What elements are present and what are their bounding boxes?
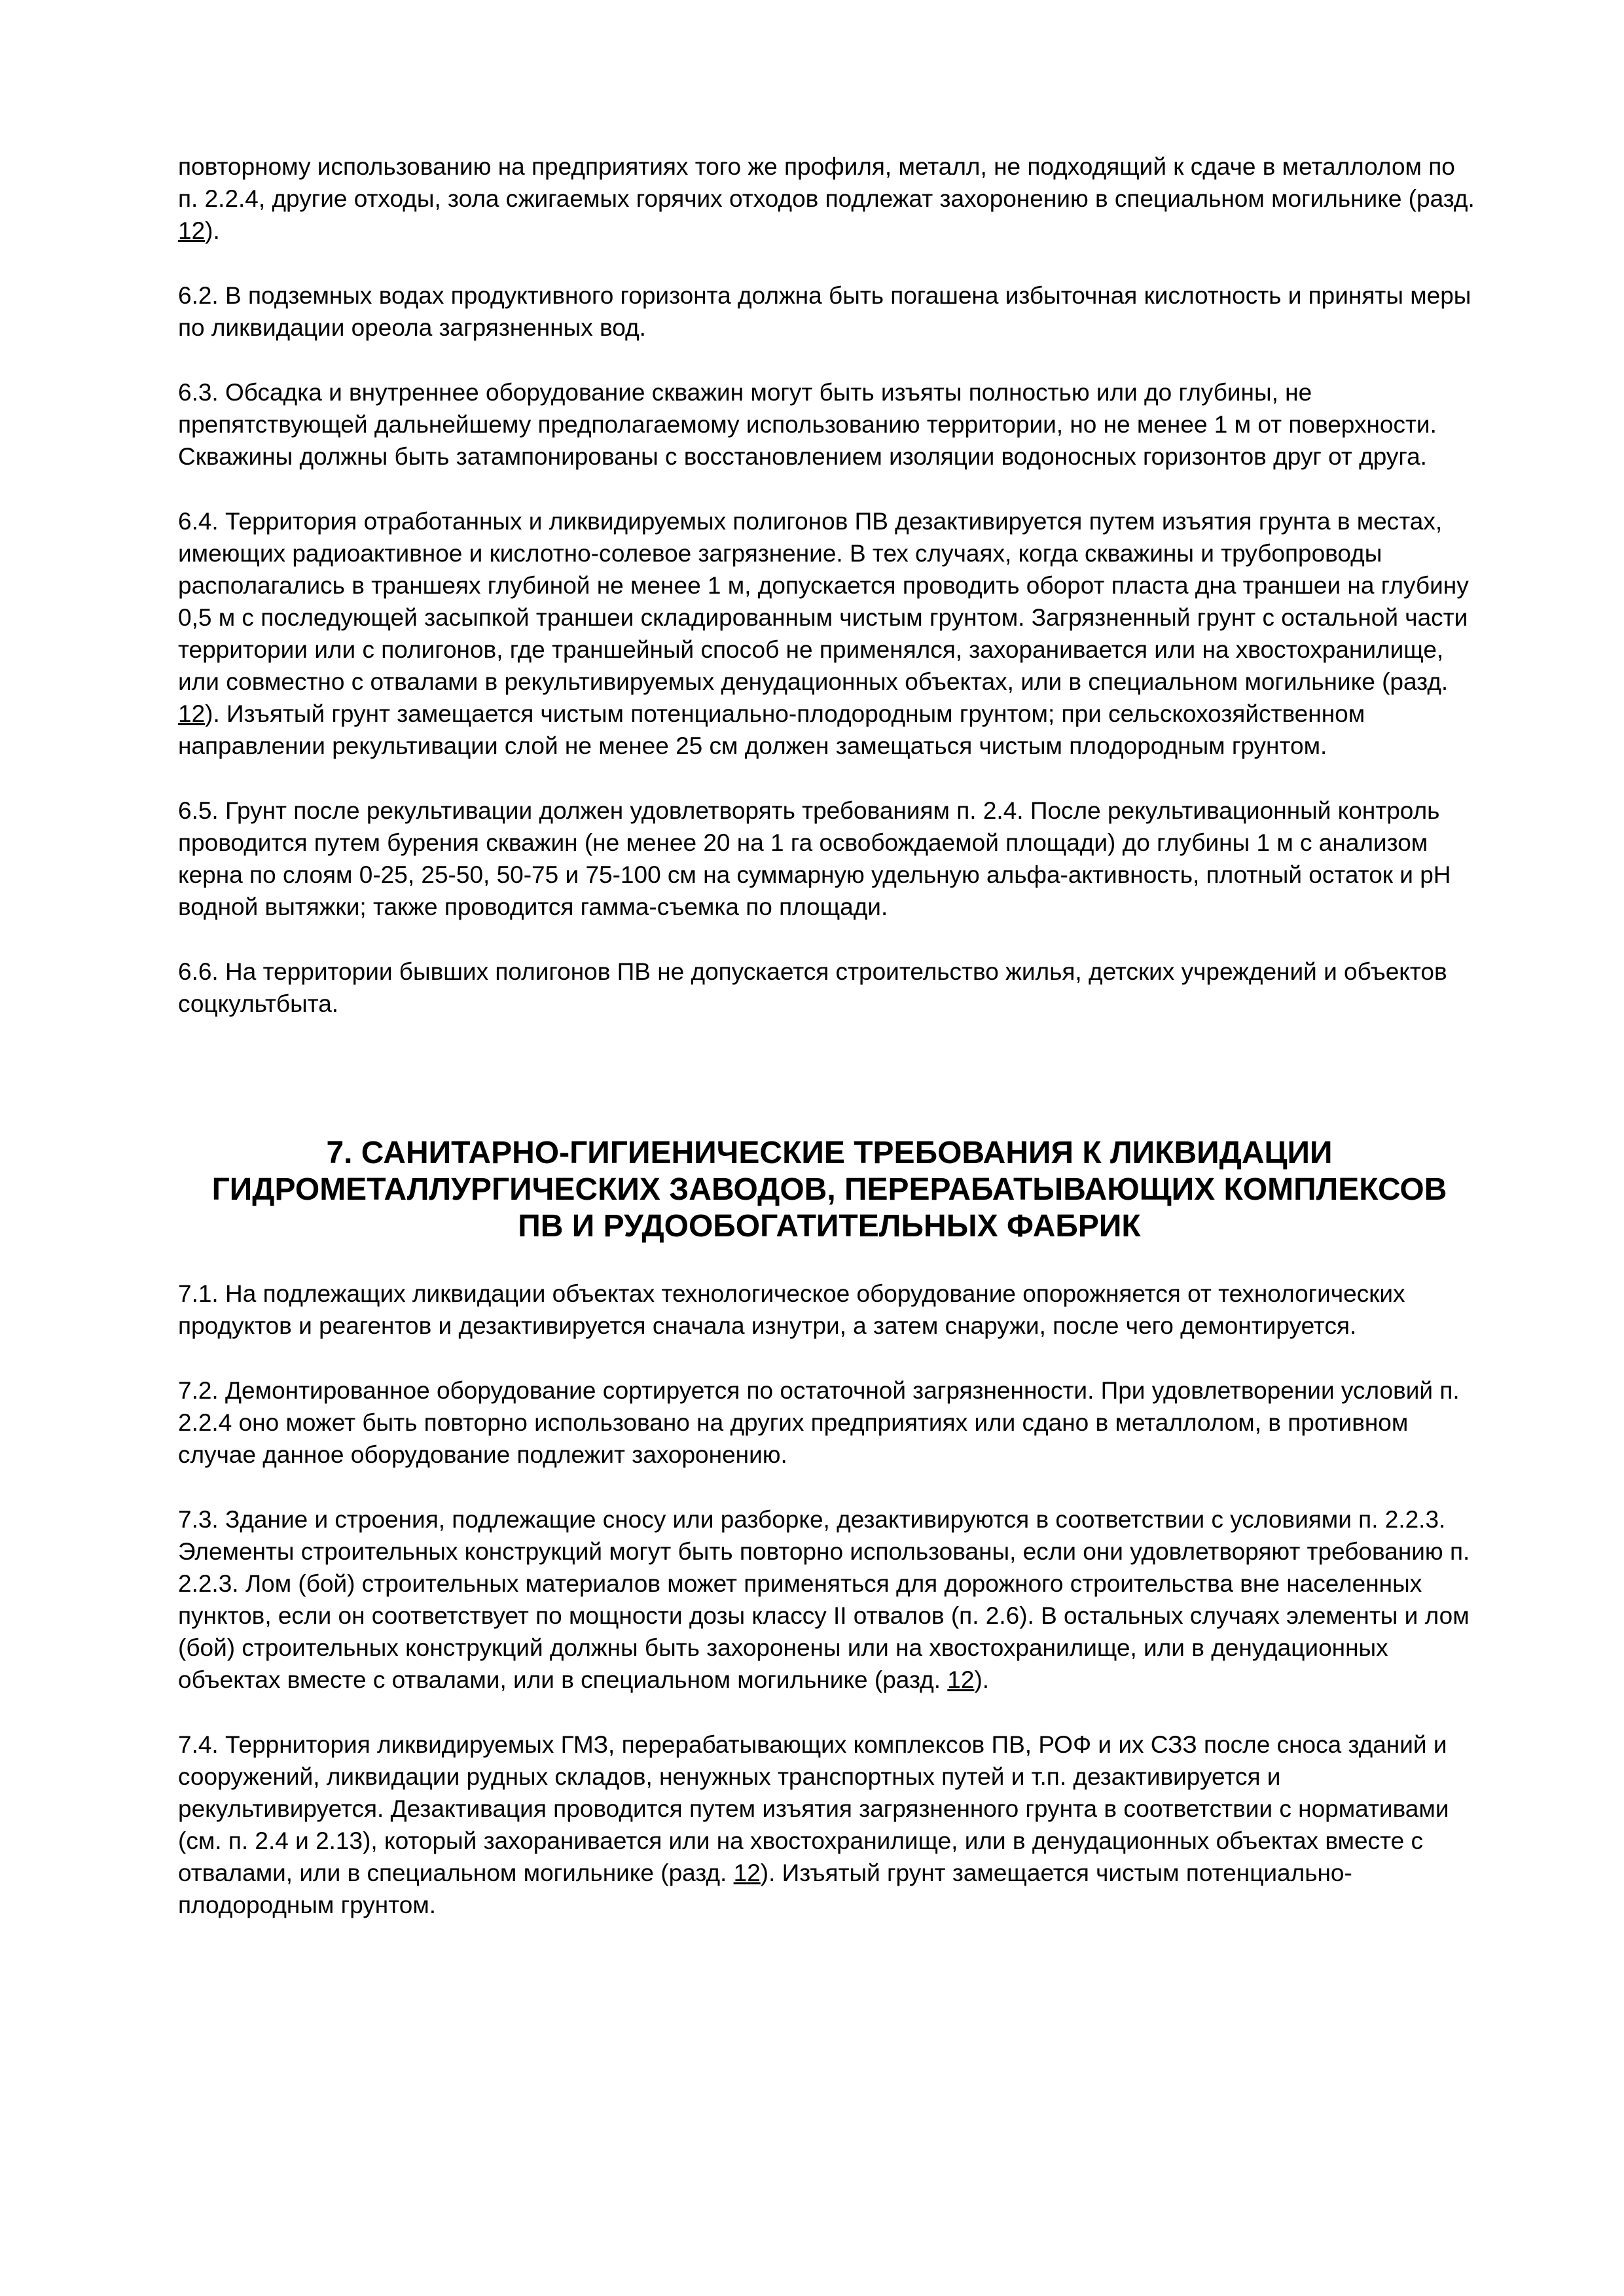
paragraph-7-4 <box>178 1729 1481 1921</box>
paragraph-7-2: 7.2. Демонтированное оборудование сортируется по остаточной загрязненности. При удовлетворении условий п. 2.2.4 оно может быть повторно использовано на других предприятиях или сдано в металлолом, в противном случае данное оборудование подлежит захоронению. <box>178 1377 1460 1468</box>
paragraph-6-3: 6.3. Обсадка и внутреннее оборудование скважин могут быть изъяты полностью или до глубины, не препятствующей дальнейшему предполагаемому использованию территории, но не менее 1 м от поверхности. Скважины должны быть затампонированы с восстановлением изоляции водоносных горизонтов друг от друга. <box>178 379 1437 470</box>
section-12-link[interactable]: 12 <box>733 1859 761 1886</box>
paragraph-text: 7.3. Здание и строения, подлежащие сносу или разборке, дезактивируются в соответствии с условиями п. 2.2.3. Элементы строительных конструкций могут быть повторно использованы, если они удовлетворяют требованию п. 2.2.3. Лом (бой) строительных материалов может применяться для дорожного строительства вне населенных пунктов, если он соответствует по мощности дозы классу II отвалов (п. 2.6). В остальных случаях элементы и лом (бой) строительных конструкций должны быть захоронены или на хвостохранилище, или в денудационных объектах вместе с отвалами, или в специальном могильнике (разд. <box>178 1506 1470 1693</box>
section-7-heading: 7. САНИТАРНО-ГИГИЕНИЧЕСКИЕ ТРЕБОВАНИЯ К ЛИКВИДАЦИИ ГИДРОМЕТАЛЛУРГИЧЕСКИХ ЗАВОДОВ, ПЕРЕРАБАТЫВАЮЩИХ КОМПЛЕКСОВ ПВ И РУДООБОГАТИТЕЛЬНЫХ ФАБРИК <box>211 1136 1447 1244</box>
paragraph-tail: ). <box>974 1666 990 1693</box>
document-page <box>178 151 1481 1921</box>
paragraph-6-5: 6.5. Грунт после рекультивации должен удовлетворять требованиям п. 2.4. После рекультивационный контроль проводится путем бурения скважин (не менее 20 на 1 га освобождаемой площади) до глубины 1 м с анализом керна по слоям 0-25, 25-50, 50-75 и 75-100 см на суммарную удельную альфа-активность, плотный остаток и рН водной вытяжки; также проводится гамма-съемка по площади. <box>178 797 1451 920</box>
section-12-link[interactable]: 12 <box>178 700 206 727</box>
section-12-link[interactable]: 12 <box>947 1666 975 1693</box>
paragraph-6-4 <box>178 505 1481 762</box>
paragraph-text: повторному использованию на предприятиях того же профиля, металл, не подходящий к сдаче в металлолом по п. 2.2.4, другие отходы, зола сжигаемых горячих отходов подлежат захоронению в специальном могильнике (разд. <box>178 153 1475 212</box>
paragraph-6-6: 6.6. На территории бывших полигонов ПВ не допускается строительство жилья, детских учреждений и объектов соцкультбыта. <box>178 958 1447 1017</box>
paragraph-7-3 <box>178 1503 1481 1696</box>
paragraph-continuation <box>178 151 1481 247</box>
paragraph-tail: ). Изъятый грунт замещается чистым потенциально-плодородным грунтом. <box>178 1859 1352 1918</box>
paragraph-text: 7.4. Террнитория ликвидируемых ГМЗ, перерабатывающих комплексов ПВ, РОФ и их СЗЗ после сноса зданий и сооружений, ликвидации рудных складов, ненужных транспортных путей и т.п. дезактивируется и рекультивируется. Дезактивация проводится путем изъятия загрязненного грунта в соответствии с нормативами (см. п. 2.4 и 2.13), который захоранивается или на хвостохранилище, или в денудационных объектах вместе с отвалами, или в специальном могильнике (разд. <box>178 1731 1449 1886</box>
paragraph-tail: ). Изъятый грунт замещается чистым потенциально-плодородным грунтом; при сельскохозяйственном направлении рекультивации слой не менее 25 см должен замещаться чистым плодородным грунтом. <box>178 700 1365 759</box>
paragraph-6-2: 6.2. В подземных водах продуктивного горизонта должна быть погашена избыточная кислотность и приняты меры по ликвидации ореола загрязненных вод. <box>178 282 1471 341</box>
section-12-link[interactable]: 12 <box>178 217 206 244</box>
paragraph-tail: ). <box>205 217 220 244</box>
paragraph-7-1: 7.1. На подлежащих ликвидации объектах технологическое оборудование опорожняется от технологических продуктов и реагентов и дезактивируется сначала изнутри, а затем снаружи, после чего демонтируется. <box>178 1280 1405 1339</box>
paragraph-text: 6.4. Территория отработанных и ликвидируемых полигонов ПВ дезактивируется путем изъятия грунта в местах, имеющих радиоактивное и кислотно-солевое загрязнение. В тех случаях, когда скважины и трубопроводы располагались в траншеях глубиной не менее 1 м, допускается проводить оборот пласта дна траншеи на глубину 0,5 м с последующей засыпкой траншеи складированным чистым грунтом. Загрязненный грунт с остальной части территории или с полигонов, где траншейный способ не применялся, захоранивается или на хвостохранилище, или совместно с отвалами в рекультивируемых денудационных объектах, или в специальном могильнике (разд. <box>178 508 1469 695</box>
